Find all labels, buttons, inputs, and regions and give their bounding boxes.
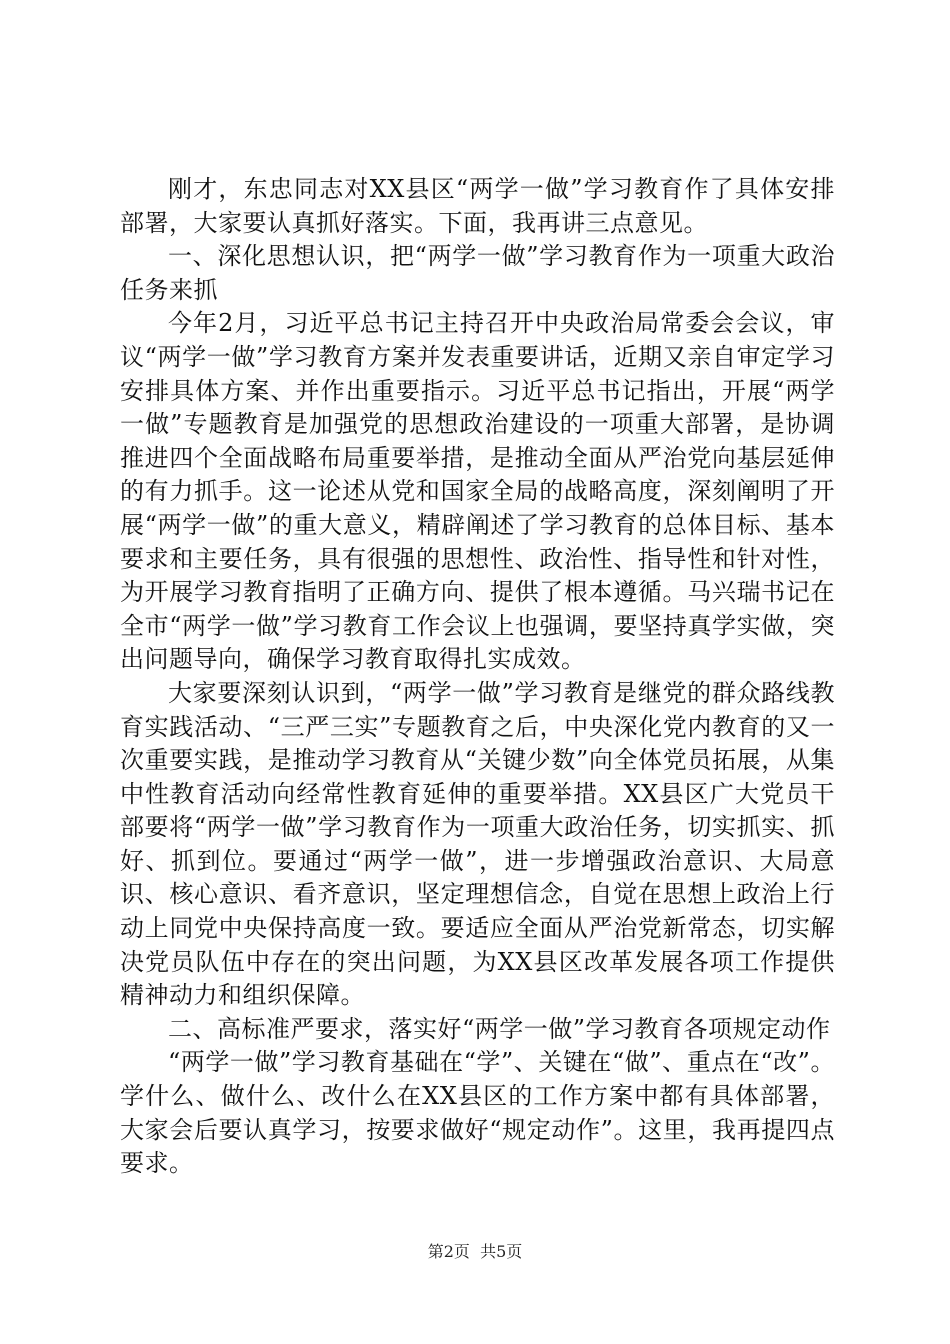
paragraph-section1-body: 今年2月，习近平总书记主持召开中央政治局常委会会议，审议“两学一做”学习教育方案并发表重要讲话，近期又亲自审定学习安排具体方案、并作出重要指示。习近平总书记指出，开展“两学一做”专题教育是加强党的思想政治建设的一项重大部署，是协调推进四个全面战略布局重要举措，是推动全面从严治党向基层延伸的有力抓手。这一论述从党和国家全局的战略高度，深刻阐明了开展“两学一做”的重大意义，精辟阐述了学习教育的总体目标、基本要求和主要任务，具有很强的思想性、政治性、指导性和针对性，为开展学习教育指明了正确方向、提供了根本遵循。马兴瑞书记在全市“两学一做”学习教育工作会议上也强调，要坚持真学实做，突出问题导向，确保学习教育取得扎实成效。 bbox=[120, 309, 835, 674]
paragraph-section2-body: “两学一做”学习教育基础在“学”、关键在“做”、重点在“改”。学什么、做什么、改什么在XX县区的工作方案中都有具体部署，大家会后要认真学习，按要求做好“规定动作”。这里，我再提四点要求。 bbox=[120, 1048, 835, 1178]
document-body bbox=[120, 173, 835, 1181]
paragraph-section1-awareness: 大家要深刻认识到，“两学一做”学习教育是继党的群众路线教育实践活动、“三严三实”专题教育之后，中央深化党内教育的又一次重要实践，是推动学习教育从“关键少数”向全体党员拓展，从集中性教育活动向经常性教育延伸的重要举措。XX县区广大党员干部要将“两学一做”学习教育作为一项重大政治任务，切实抓实、抓好、抓到位。要通过“两学一做”，进一步增强政治意识、大局意识、核心意识、看齐意识，坚定理想信念，自觉在思想上政治上行动上同党中央保持高度一致。要适应全面从严治党新常态，切实解决党员队伍中存在的突出问题，为XX县区改革发展各项工作提供精神动力和组织保障。 bbox=[120, 678, 835, 1010]
page-number: 第2页 共5页 bbox=[427, 1242, 523, 1261]
section-heading-2: 二、高标准严要求，落实好“两学一做”学习教育各项规定动作 bbox=[168, 1014, 831, 1043]
page-footer bbox=[0, 1242, 950, 1262]
section-heading-1: 一、深化思想认识，把“两学一做”学习教育作为一项重大政治任务来抓 bbox=[120, 242, 835, 304]
paragraph-intro: 刚才，东忠同志对XX县区“两学一做”学习教育作了具体安排部署，大家要认真抓好落实。下面，我再讲三点意见。 bbox=[120, 175, 835, 237]
